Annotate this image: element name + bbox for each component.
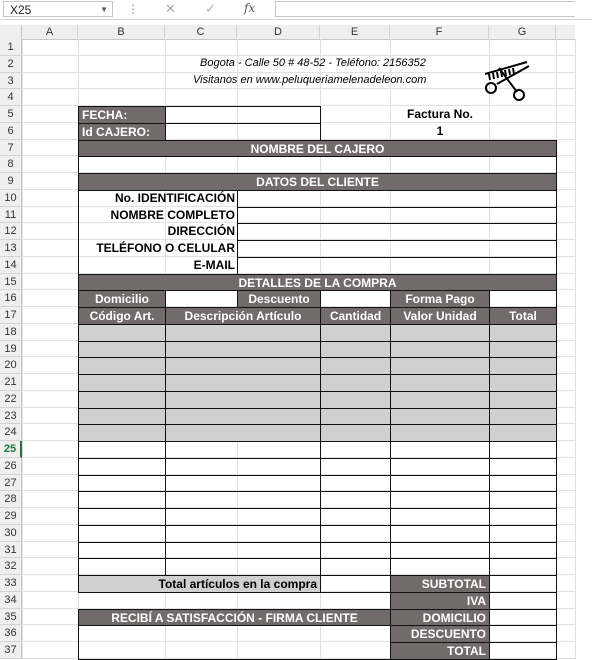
table-cell[interactable] xyxy=(320,341,391,359)
table-cell[interactable] xyxy=(165,357,321,375)
table-cell[interactable] xyxy=(78,491,166,509)
row-header-13[interactable]: 13 xyxy=(0,240,22,257)
table-cell[interactable] xyxy=(489,408,557,426)
table-cell[interactable] xyxy=(165,475,321,493)
table-cell[interactable] xyxy=(165,508,321,526)
formula-bar xyxy=(0,0,592,20)
row-header-26[interactable]: 26 xyxy=(0,458,22,475)
row-header-29[interactable]: 29 xyxy=(0,508,22,525)
row-header-36[interactable]: 36 xyxy=(0,625,22,642)
row-header-5[interactable]: 5 xyxy=(0,106,22,123)
table-cell[interactable] xyxy=(78,558,166,576)
enter-icon[interactable]: ✓ xyxy=(205,1,216,16)
cajero-id-field[interactable] xyxy=(165,123,321,141)
total-articles-label: Total artículos en la compra xyxy=(78,575,321,593)
column-header-d[interactable]: D xyxy=(237,25,320,39)
signature-field[interactable] xyxy=(78,625,391,660)
table-cell[interactable] xyxy=(78,525,166,543)
row-header-33[interactable]: 33 xyxy=(0,575,22,592)
signature-header: RECIBÍ A SATISFACCIÓN - FIRMA CLIENTE xyxy=(78,609,391,627)
row-header-7[interactable]: 7 xyxy=(0,140,22,157)
table-cell[interactable] xyxy=(320,408,391,426)
totals-value[interactable] xyxy=(489,625,557,643)
row-header-15[interactable]: 15 xyxy=(0,274,22,291)
totals-value[interactable] xyxy=(489,609,557,627)
table-cell[interactable] xyxy=(165,558,321,576)
table-cell[interactable] xyxy=(78,424,166,442)
table-cell[interactable] xyxy=(78,441,166,459)
table-cell[interactable] xyxy=(489,542,557,560)
column-header-f[interactable]: F xyxy=(390,25,489,39)
row-header-25[interactable]: 25 xyxy=(0,441,22,458)
row-header-16[interactable]: 16 xyxy=(0,290,22,307)
table-cell[interactable] xyxy=(165,441,321,459)
table-cell[interactable] xyxy=(165,324,321,342)
row-header-34[interactable]: 34 xyxy=(0,592,22,609)
table-cell[interactable] xyxy=(489,391,557,409)
table-cell[interactable] xyxy=(390,324,490,342)
table-cell[interactable] xyxy=(165,408,321,426)
table-cell[interactable] xyxy=(489,458,557,476)
comb-scissors-icon xyxy=(477,58,535,102)
table-cell[interactable] xyxy=(320,441,391,459)
chevron-down-icon[interactable]: ▼ xyxy=(100,5,108,14)
row-header-21[interactable]: 21 xyxy=(0,374,22,391)
table-cell[interactable] xyxy=(320,491,391,509)
gridline xyxy=(575,39,576,659)
totals-value[interactable] xyxy=(489,642,557,660)
name-box[interactable] xyxy=(3,1,113,17)
table-cell[interactable] xyxy=(165,525,321,543)
gridline xyxy=(22,55,575,56)
row-header-23[interactable]: 23 xyxy=(0,408,22,425)
table-cell[interactable] xyxy=(489,341,557,359)
table-cell[interactable] xyxy=(390,391,490,409)
row-header-1[interactable]: 1 xyxy=(0,39,22,56)
table-cell[interactable] xyxy=(489,357,557,375)
table-cell[interactable] xyxy=(489,475,557,493)
formula-input[interactable] xyxy=(275,1,575,17)
factura-number: 1 xyxy=(436,123,444,138)
client-section-border xyxy=(78,190,557,275)
row-header-3[interactable]: 3 xyxy=(0,73,22,90)
totals-label: SUBTOTAL xyxy=(390,575,490,593)
total-articles-field[interactable] xyxy=(320,575,391,593)
column-header-e[interactable]: E xyxy=(320,25,390,39)
descuento-field[interactable] xyxy=(320,290,391,308)
table-cell[interactable] xyxy=(165,391,321,409)
row-header-27[interactable]: 27 xyxy=(0,475,22,492)
table-cell[interactable] xyxy=(78,458,166,476)
table-cell[interactable] xyxy=(390,491,490,509)
table-cell[interactable] xyxy=(390,357,490,375)
table-cell[interactable] xyxy=(165,458,321,476)
table-cell[interactable] xyxy=(320,508,391,526)
row-header-22[interactable]: 22 xyxy=(0,391,22,408)
table-cell[interactable] xyxy=(390,441,490,459)
totals-label: TOTAL xyxy=(390,642,490,660)
table-cell[interactable] xyxy=(320,324,391,342)
table-cell[interactable] xyxy=(320,475,391,493)
table-cell[interactable] xyxy=(78,324,166,342)
table-cell[interactable] xyxy=(489,525,557,543)
column-header-g[interactable]: G xyxy=(489,25,556,39)
cancel-icon[interactable]: ✕ xyxy=(165,1,176,16)
store-website: Visitanos en www.peluqueriamelenadeleon.com xyxy=(193,73,427,86)
totals-value[interactable] xyxy=(489,575,557,593)
table-cell[interactable] xyxy=(390,458,490,476)
row-header-18[interactable]: 18 xyxy=(0,324,22,341)
client-field-label: E-MAIL xyxy=(193,257,235,272)
table-cell[interactable] xyxy=(489,558,557,576)
table-cell[interactable] xyxy=(390,341,490,359)
column-header-b[interactable]: B xyxy=(78,25,165,39)
more-options-icon[interactable]: ⋮ xyxy=(127,2,139,16)
table-header-cell: Total xyxy=(489,307,557,325)
client-field-label: No. IDENTIFICACIÓN xyxy=(115,190,235,205)
table-cell[interactable] xyxy=(320,391,391,409)
table-cell[interactable] xyxy=(320,374,391,392)
insert-function-icon[interactable]: fx xyxy=(244,1,256,15)
client-field-label: DIRECCIÓN xyxy=(167,224,235,239)
row-header-31[interactable]: 31 xyxy=(0,542,22,559)
cajero-id-label: Id CAJERO: xyxy=(78,123,166,141)
column-header-a[interactable]: A xyxy=(22,25,78,39)
table-header-cell: Cantidad xyxy=(320,307,391,325)
table-cell[interactable] xyxy=(165,491,321,509)
table-cell[interactable] xyxy=(165,374,321,392)
cashier-name-field[interactable] xyxy=(78,156,557,174)
table-cell[interactable] xyxy=(165,542,321,560)
client-field-label: TELÉFONO O CELULAR xyxy=(96,241,235,255)
fecha-label: FECHA: xyxy=(78,106,166,124)
row-header-6[interactable]: 6 xyxy=(0,123,22,140)
domicilio-field[interactable] xyxy=(165,290,238,308)
table-cell[interactable] xyxy=(390,475,490,493)
table-cell[interactable] xyxy=(78,357,166,375)
row-header-32[interactable]: 32 xyxy=(0,558,22,575)
table-cell[interactable] xyxy=(320,424,391,442)
descuento-label: Descuento xyxy=(237,290,321,308)
column-header-extra[interactable] xyxy=(556,25,575,39)
row-header-11[interactable]: 11 xyxy=(0,207,22,224)
table-cell[interactable] xyxy=(78,391,166,409)
row-header-19[interactable]: 19 xyxy=(0,341,22,358)
table-cell[interactable] xyxy=(165,341,321,359)
totals-label: IVA xyxy=(390,592,490,610)
table-cell[interactable] xyxy=(390,408,490,426)
forma-pago-label: Forma Pago xyxy=(390,290,490,308)
table-cell[interactable] xyxy=(489,441,557,459)
column-header-c[interactable]: C xyxy=(165,25,237,39)
table-cell[interactable] xyxy=(165,424,321,442)
table-header-cell: Descripción Artículo xyxy=(165,307,321,325)
table-cell[interactable] xyxy=(78,341,166,359)
cashier-section-header: NOMBRE DEL CAJERO xyxy=(78,140,557,158)
table-cell[interactable] xyxy=(390,508,490,526)
row-header-37[interactable]: 37 xyxy=(0,642,22,659)
table-cell[interactable] xyxy=(489,324,557,342)
table-cell[interactable] xyxy=(489,491,557,509)
column-headers xyxy=(0,25,575,40)
purchase-section-header: DETALLES DE LA COMPRA xyxy=(78,274,557,292)
row-header-24[interactable]: 24 xyxy=(0,424,22,441)
row-header-30[interactable]: 30 xyxy=(0,525,22,542)
select-all-corner[interactable] xyxy=(0,25,22,39)
row-header-14[interactable]: 14 xyxy=(0,257,22,274)
table-cell[interactable] xyxy=(78,408,166,426)
totals-label: DESCUENTO xyxy=(390,625,490,643)
row-header-12[interactable]: 12 xyxy=(0,223,22,240)
table-cell[interactable] xyxy=(489,424,557,442)
table-cell[interactable] xyxy=(78,475,166,493)
table-cell[interactable] xyxy=(320,542,391,560)
table-cell[interactable] xyxy=(390,424,490,442)
row-header-17[interactable]: 17 xyxy=(0,307,22,324)
totals-label: DOMICILIO xyxy=(390,609,490,627)
table-header-cell: Código Art. xyxy=(78,307,166,325)
factura-label: Factura No. xyxy=(406,107,473,121)
table-cell[interactable] xyxy=(320,525,391,543)
table-cell[interactable] xyxy=(78,542,166,560)
table-cell[interactable] xyxy=(489,374,557,392)
table-cell[interactable] xyxy=(390,542,490,560)
table-cell[interactable] xyxy=(390,374,490,392)
row-header-9[interactable]: 9 xyxy=(0,173,22,190)
table-cell[interactable] xyxy=(320,357,391,375)
table-cell[interactable] xyxy=(320,458,391,476)
forma-pago-field[interactable] xyxy=(489,290,557,308)
client-section-header: DATOS DEL CLIENTE xyxy=(78,173,557,191)
row-header-35[interactable]: 35 xyxy=(0,609,22,626)
client-field-label: NOMBRE COMPLETO xyxy=(110,207,235,222)
totals-value[interactable] xyxy=(489,592,557,610)
table-cell[interactable] xyxy=(78,374,166,392)
row-header-4[interactable]: 4 xyxy=(0,89,22,106)
gridline xyxy=(22,39,23,659)
row-header-10[interactable]: 10 xyxy=(0,190,22,207)
name-box-value: X25 xyxy=(10,3,32,17)
row-header-28[interactable]: 28 xyxy=(0,491,22,508)
table-cell[interactable] xyxy=(320,558,391,576)
domicilio-label: Domicilio xyxy=(78,290,166,308)
table-cell[interactable] xyxy=(390,525,490,543)
table-cell[interactable] xyxy=(78,508,166,526)
fecha-field[interactable] xyxy=(165,106,321,124)
row-header-20[interactable]: 20 xyxy=(0,357,22,374)
row-header-8[interactable]: 8 xyxy=(0,156,22,173)
table-cell[interactable] xyxy=(489,508,557,526)
table-cell[interactable] xyxy=(390,558,490,576)
store-address: Bogota - Calle 50 # 48-52 - Teléfono: 2156352 xyxy=(200,56,426,69)
row-header-2[interactable]: 2 xyxy=(0,56,22,73)
table-header-cell: Valor Unidad xyxy=(390,307,490,325)
